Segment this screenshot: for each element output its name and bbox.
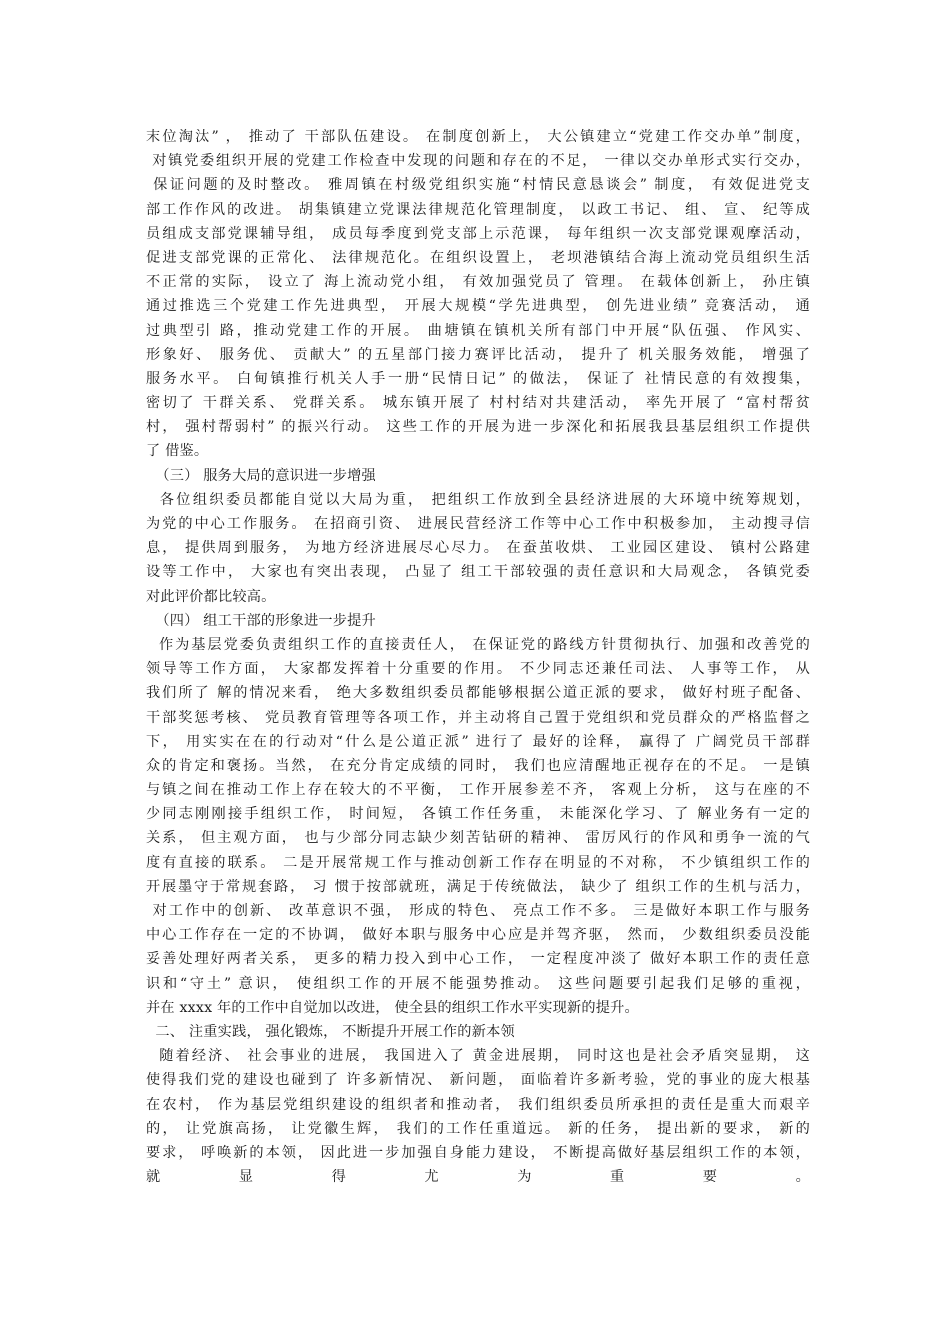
text-line: 领导等工作方面， 大家都发挥着十分重要的作用。 不少同志还兼任司法、 人事等工作， 从 [146, 661, 810, 678]
text-line: 各位组织委员都能自觉以大局为重， 把组织工作放到全县经济进展的大环境中统筹规划， [146, 491, 810, 508]
text-line: 末位淘汰” ， 推动了 干部队伍建设。 在制度创新上， 大公镇建立“党建工作交办单”制度， [146, 129, 810, 145]
text-line: 作为基层党委负责组织工作的直接责任人， 在保证党的路线方针贯彻执行、加强和改善党的 [146, 636, 810, 653]
text-line: 识和“守土” 意识， 使组织工作的开展不能强势推动。 这些问题要引起我们足够的重视， [146, 975, 810, 992]
text-line: 要求， 呼唤新的本领， 因此进一步加强自身能力建设， 不断提高做好基层组织工作的本领， [146, 1144, 810, 1161]
text-line: 在农村， 作为基层党组织建设的组织者和推动者， 我们组织委员所承担的责任是重大而艰辛 [146, 1096, 810, 1113]
text-line: 与镇之间在推动工作上存在较大的不平衡， 工作开展参差不齐， 客观上分析， 这与在座的不 [146, 782, 810, 799]
text-line: 对镇党委组织开展的党建工作检查中发现的问题和存在的不足， 一律以交办单形式实行交办， [146, 153, 810, 170]
text-line: 息， 提供周到服务， 为地方经济进展尽心尽力。 在蚕茧收烘、 工业园区建设、 镇村公路建 [146, 540, 810, 557]
text-line: 不正常的实际， 设立了 海上流动党小组， 有效加强党员了 管理。 在载体创新上， 孙庄镇 [146, 274, 810, 291]
text-line: （三） 服务大局的意识进一步增强 [146, 467, 376, 484]
text-line: 随着经济、 社会事业的进展， 我国进入了 黄金进展期， 同时这也是社会矛盾突显期， 这 [146, 1048, 810, 1065]
text-line: 少同志刚刚接手组织工作， 时间短， 各镇工作任务重， 未能深化学习、了 解业务有一定的 [146, 806, 810, 823]
text-line: 的， 让党旗高扬， 让党徽生辉， 我们的工作任重道远。 新的任务， 提出新的要求， 新的 [146, 1120, 810, 1137]
text-line: 服务水平。 白甸镇推行机关人手一册“民情日记” 的做法， 保证了 社情民意的有效搜集， [146, 370, 810, 387]
text-line: 对工作中的创新、 改革意识不强， 形成的特色、 亮点工作不多。 三是做好本职工作与服务 [146, 903, 810, 919]
text-line: 关系， 但主观方面， 也与少部分同志缺少刻苦钻研的精神、 雷厉风行的作风和勇争一流的气 [146, 830, 810, 847]
text-line: 密切了 干群关系、 党群关系。 城东镇开展了 村村结对共建活动， 率先开展了 “富村帮贫 [146, 395, 810, 412]
text-line: 对此评价都比较高。 [146, 588, 276, 605]
text-line: 二、 注重实践， 强化锻炼， 不断提升开展工作的新本领 [146, 1023, 515, 1040]
text-line: 了 借鉴。 [146, 443, 209, 460]
text-line: 度有直接的联系。 二是开展常规工作与推动创新工作存在明显的不对称， 不少镇组织工作的 [146, 854, 810, 871]
text-line: 过典型引 路，推动党建工作的开展。 曲塘镇在镇机关所有部门中开展“队伍强、 作风实、 [146, 322, 810, 339]
text-line: 保证问题的及时整改。 雅周镇在村级党组织实施“村情民意恳谈会” 制度， 有效促进党支 [146, 177, 810, 194]
text-line: 并在 xxxx 年的工作中自觉加以改进， 使全县的组织工作水平实现新的提升。 [146, 999, 639, 1016]
text-line: 通过推选三个党建工作先进典型， 开展大规模“学先进典型， 创先进业绩” 竞赛活动， 通 [146, 298, 810, 315]
text-line: 就显得尤为重要。 [146, 1169, 810, 1186]
text-line: 为党的中心工作服务。 在招商引资、 进展民营经济工作等中心工作中积极参加， 主动搜寻信 [146, 516, 810, 532]
text-line: 形象好、 服务优、 贡献大” 的五星部门接力赛评比活动， 提升了 机关服务效能， 增强了 [146, 346, 810, 363]
text-line: 下， 用实实在在的行动对“什么是公道正派” 进行了 最好的诠释， 赢得了 广阔党员干部群 [146, 733, 810, 750]
text-line: 妥善处理好两者关系， 更多的精力投入到中心工作， 一定程度冲淡了 做好本职工作的责任意 [146, 951, 810, 968]
text-line: 众的肯定和褒扬。当然， 在充分肯定成绩的同时， 我们也应清醒地正视存在的不足。 一是镇 [146, 757, 810, 774]
text-line: 我们所了 解的情况来看， 绝大多数组织委员都能够根据公道正派的要求， 做好村班子配备、 [146, 685, 810, 702]
text-line: 开展墨守于常规套路， 习 惯于按部就班，满足于传统做法， 缺少了 组织工作的生机与活力， [146, 878, 810, 895]
text-line: 员组成支部党课辅导组， 成员每季度到党支部上示范课， 每年组织一次支部党课观摩活动， [146, 225, 810, 242]
text-line: 使得我们党的建设也碰到了 许多新情况、 新问题， 面临着许多新考验，党的事业的庞大根基 [146, 1072, 810, 1089]
document-body [146, 125, 810, 1189]
text-line: 村， 强村帮弱村” 的振兴行动。 这些工作的开展为进一步深化和拓展我县基层组织工作提供 [146, 419, 810, 436]
text-line: （四） 组工干部的形象进一步提升 [146, 612, 376, 629]
text-line: 干部奖惩考核、 党员教育管理等各项工作，并主动将自己置于党组织和党员群众的严格监督之 [146, 709, 810, 726]
text-line: 中心工作存在一定的不协调， 做好本职与服务中心应是并驾齐驱， 然而， 少数组织委员没能 [146, 927, 810, 944]
text-line: 部工作作风的改进。 胡集镇建立党课法律规范化管理制度， 以政工书记、 组、 宣、 纪等成 [146, 201, 810, 218]
text-line: 促进支部党课的正常化、 法律规范化。在组织设置上， 老坝港镇结合海上流动党员组织生活 [146, 249, 810, 266]
text-line: 设等工作中， 大家也有突出表现， 凸显了 组工干部较强的责任意识和大局观念， 各镇党委 [146, 564, 810, 581]
